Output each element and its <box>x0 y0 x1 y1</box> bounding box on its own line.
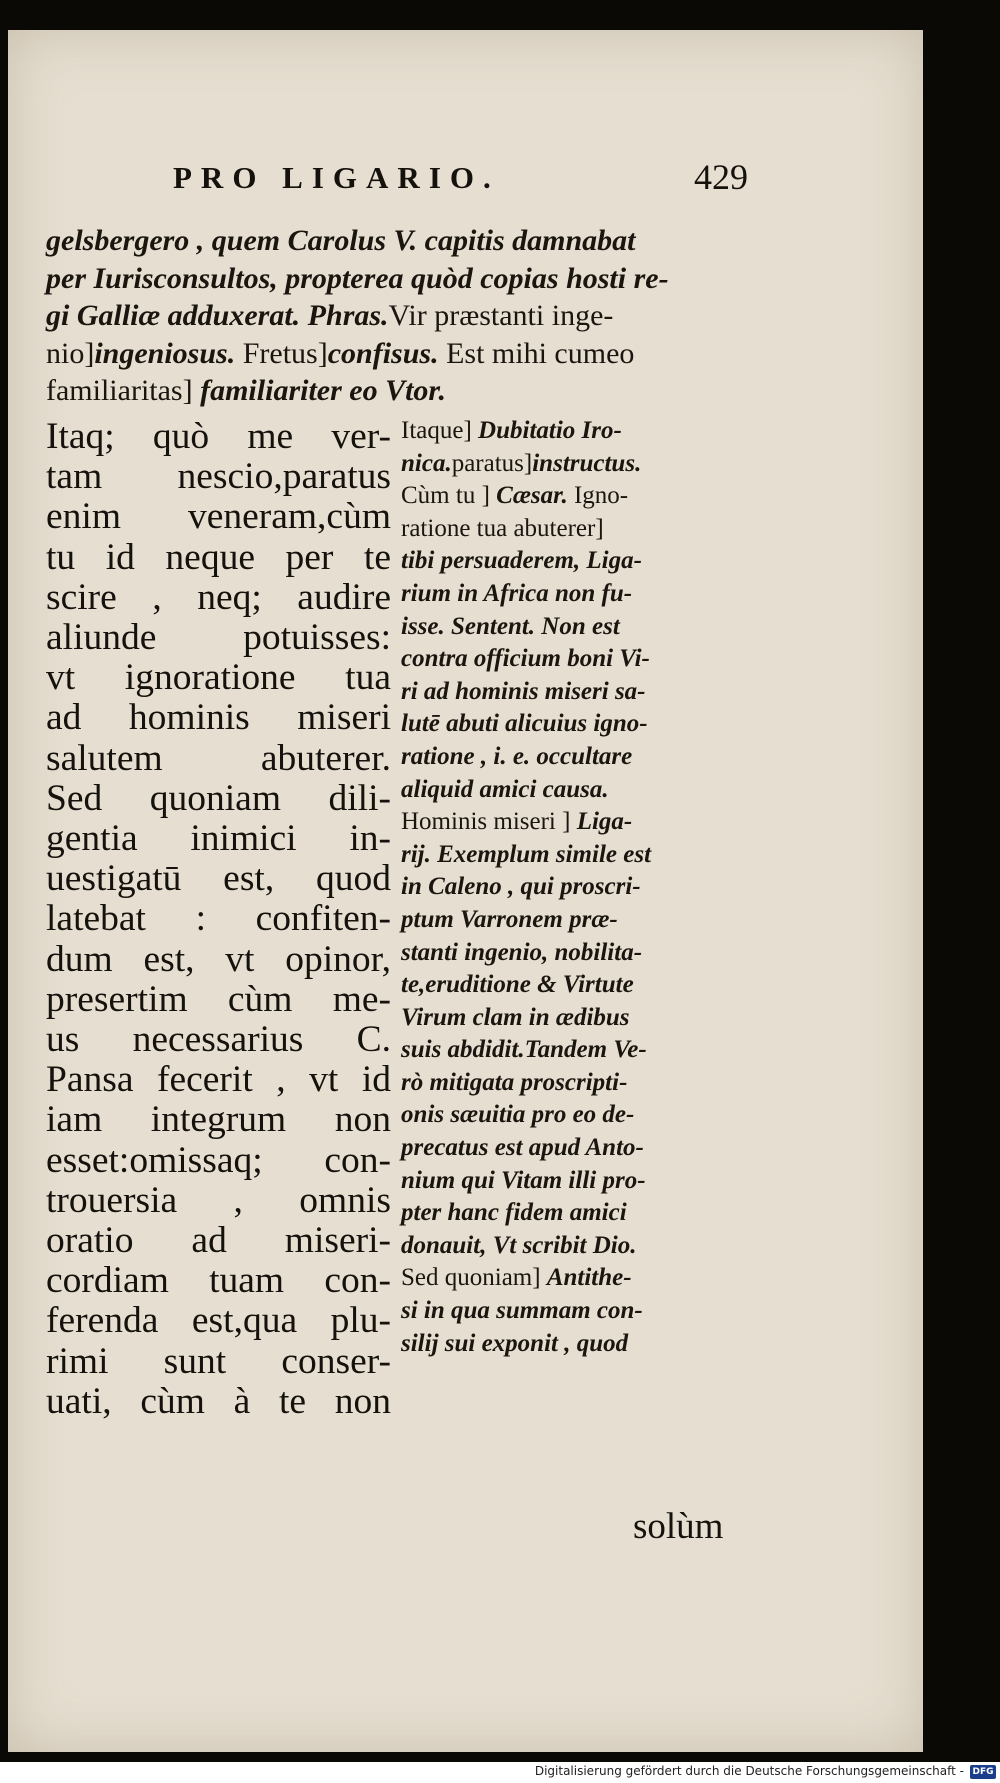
main-text-line: trouersia , omnis <box>46 1179 391 1221</box>
italic-segment: Dubitatio Iro- <box>478 417 622 444</box>
main-text-line: latebat : confiten- <box>46 898 391 940</box>
note-line <box>401 611 746 644</box>
italic-segment: si in qua summam con- <box>401 1297 643 1325</box>
italic-segment: Cæsar. <box>496 482 568 510</box>
roman-segment: paratus] <box>451 449 533 477</box>
note-line <box>401 1067 746 1100</box>
note-line <box>401 1132 746 1165</box>
note-line <box>401 676 746 709</box>
note-line <box>401 415 746 448</box>
note-line <box>401 741 746 774</box>
italic-segment: rij. Exemplum simile est <box>401 840 652 868</box>
note-line <box>401 578 746 611</box>
italic-segment: ri ad hominis miseri sa- <box>401 677 646 705</box>
note-line <box>401 448 746 481</box>
note-line <box>401 937 746 970</box>
main-text-line: Itaq; quò me ver- <box>46 416 391 457</box>
main-text-line: tam nescio,paratus <box>46 456 391 498</box>
note-line <box>401 480 746 513</box>
italic-segment: instructus. <box>532 449 642 477</box>
note-line <box>401 904 746 937</box>
note-line <box>401 1262 746 1295</box>
note-line <box>401 1230 746 1263</box>
italic-segment: Liga- <box>576 808 633 836</box>
italic-segment: gi Galliæ adduxerat. Phras. <box>46 299 389 332</box>
main-text-line: oratio ad miseri- <box>46 1220 391 1262</box>
italic-segment: nica. <box>401 449 452 477</box>
page-header <box>173 157 748 204</box>
note-line <box>401 1099 746 1132</box>
note-line <box>401 806 746 839</box>
note-line <box>401 513 746 546</box>
italic-segment: nium qui Vitam illi pro- <box>401 1166 646 1194</box>
main-text-line: gentia inimici in- <box>46 818 391 860</box>
commentary-line <box>46 372 746 410</box>
note-line <box>401 1197 746 1230</box>
note-line <box>401 871 746 904</box>
main-text-line: Sed quoniam dili- <box>46 777 391 819</box>
note-line <box>401 839 746 872</box>
commentary-line <box>46 335 746 373</box>
running-title: PRO LIGARIO. <box>173 160 500 195</box>
main-text-line: iam integrum non <box>46 1099 391 1141</box>
italic-segment: gelsbergero , quem Carolus V. capitis damnabat <box>46 224 636 257</box>
italic-segment: lutē abuti alicuius igno- <box>401 710 648 738</box>
italic-segment: ingeniosus. <box>94 336 236 370</box>
italic-segment: aliquid amici causa. <box>401 775 609 803</box>
catchword: solùm <box>633 1506 724 1547</box>
italic-segment: contra officium boni Vi- <box>401 645 650 673</box>
roman-segment: Itaque] <box>401 417 479 444</box>
roman-segment: Cùm tu ] <box>401 482 497 510</box>
commentary-line <box>46 297 746 335</box>
italic-segment: donauit, Vt scribit Dio. <box>401 1231 637 1259</box>
main-text-line: vt ignoratione tua <box>46 657 391 699</box>
marginal-notes-column <box>401 415 746 1360</box>
footer-credit: Digitalisierung gefördert durch die Deutsche Forschungsgemeinschaft - <box>534 1764 964 1778</box>
note-line <box>401 1295 746 1328</box>
roman-segment: Fretus] <box>235 336 328 370</box>
note-line <box>401 1002 746 1035</box>
roman-segment: Vir præstanti inge- <box>388 299 614 332</box>
italic-segment: familiariter eo Vtor. <box>192 374 446 407</box>
dfg-logo: DFG <box>970 1765 996 1779</box>
italic-segment: rò mitigata proscripti- <box>401 1068 628 1096</box>
main-text-line: uati, cùm à te non <box>46 1380 391 1422</box>
main-text-line: salutem abuterer. <box>46 737 391 779</box>
main-text-line: cordiam tuam con- <box>46 1260 391 1302</box>
main-text-line: presertim cùm me- <box>46 978 391 1020</box>
italic-segment: rium in Africa non fu- <box>401 579 633 607</box>
note-line <box>401 774 746 807</box>
italic-segment: silij sui exponit , quod <box>401 1329 629 1357</box>
italic-segment: Antithe- <box>546 1264 632 1292</box>
main-text-line: Pansa fecerit , vt id <box>46 1059 391 1101</box>
main-text-line: enim veneram,cùm <box>46 496 391 538</box>
roman-segment: Sed quoniam] <box>401 1264 547 1292</box>
note-line <box>401 1165 746 1198</box>
commentary-continuation <box>46 222 746 410</box>
italic-segment: in Caleno , qui proscri- <box>401 873 641 901</box>
italic-segment: onis sæuitia pro eo de- <box>401 1101 635 1129</box>
italic-segment: suis abdidit.Tandem Ve- <box>401 1036 647 1064</box>
main-text-line: tu id neque per te <box>46 536 391 578</box>
roman-segment: Est mihi cumeo <box>438 336 635 370</box>
italic-segment: tibi persuaderem, Liga- <box>401 547 642 575</box>
italic-segment: confisus. <box>327 336 439 370</box>
main-text-line: rimi sunt conser- <box>46 1340 391 1382</box>
italic-segment: isse. Sentent. Non est <box>401 612 620 640</box>
note-line <box>401 643 746 676</box>
note-line <box>401 1328 746 1361</box>
italic-segment: pter hanc fidem amici <box>401 1199 627 1227</box>
roman-segment: nio] <box>46 336 95 370</box>
italic-segment: per Iurisconsultos, propterea quòd copias hosti re- <box>46 261 669 295</box>
roman-segment: Igno- <box>567 482 629 510</box>
book-page <box>8 30 923 1752</box>
italic-segment: stanti ingenio, nobilita- <box>401 938 643 966</box>
italic-segment: Virum clam in ædibus <box>401 1003 630 1031</box>
italic-segment: te,eruditione & Virtute <box>401 971 634 999</box>
digitization-footer <box>0 1762 1000 1783</box>
main-text-line: scire , neq; audire <box>46 576 391 618</box>
note-line <box>401 1034 746 1067</box>
roman-segment: Hominis miseri ] <box>401 808 577 836</box>
italic-segment: ptum Varronem præ- <box>401 905 618 933</box>
roman-segment: ratione tua abuterer] <box>401 514 604 542</box>
commentary-line <box>46 222 746 260</box>
roman-segment: familiaritas] <box>46 374 193 407</box>
main-text-column <box>46 417 391 1422</box>
main-text-line: esset:omissaq; con- <box>46 1139 391 1181</box>
main-text-line: dum est, vt opinor, <box>46 938 391 980</box>
main-text-line: ferenda est,qua plu- <box>46 1300 391 1342</box>
main-text-line: us necessarius C. <box>46 1019 391 1061</box>
italic-segment: precatus est apud Anto- <box>401 1134 644 1162</box>
main-text-line: aliunde potuisses: <box>46 617 391 659</box>
page-number: 429 <box>694 157 748 197</box>
note-line <box>401 545 746 578</box>
commentary-line <box>46 260 746 298</box>
main-text-line: ad hominis miseri <box>46 697 391 739</box>
note-line <box>401 969 746 1002</box>
main-text-line: uestigatū est, quod <box>46 858 391 900</box>
note-line <box>401 708 746 741</box>
italic-segment: ratione , i. e. occultare <box>401 742 633 770</box>
